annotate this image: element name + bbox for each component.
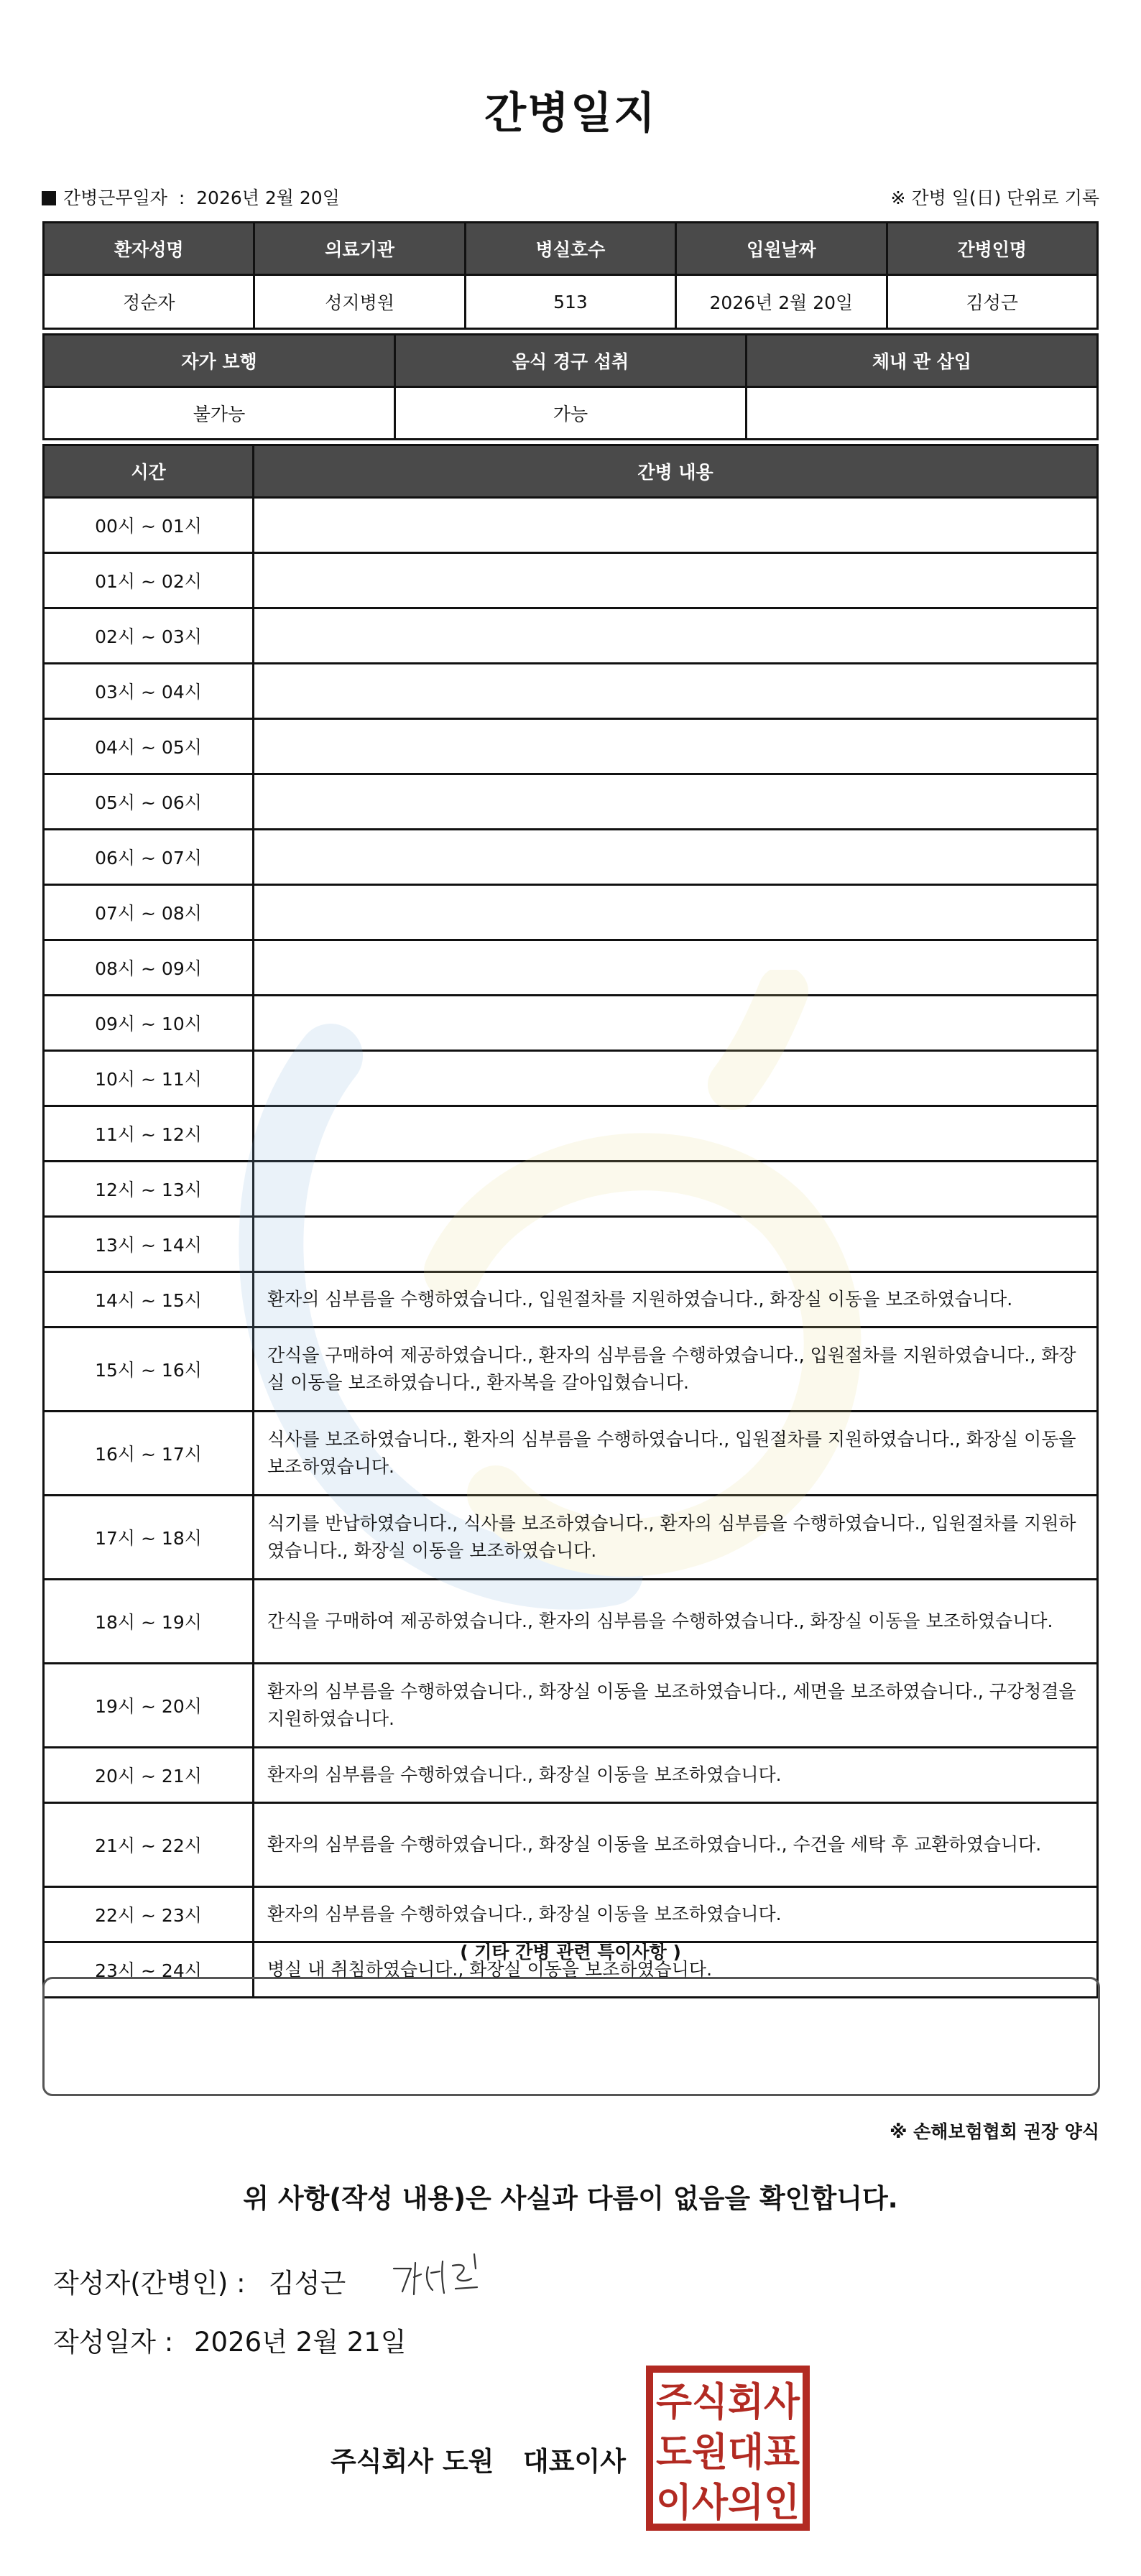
care-log-time: 13시 ~ 14시 <box>44 1217 254 1272</box>
handwritten-signature <box>387 2247 502 2304</box>
care-log-content <box>254 996 1098 1051</box>
header-tube-insertion: 체내 관 삽입 <box>747 335 1098 387</box>
care-log-content <box>254 719 1098 774</box>
care-log-time: 15시 ~ 16시 <box>44 1328 254 1412</box>
care-log-time: 08시 ~ 09시 <box>44 940 254 996</box>
care-date-value: 2026년 2월 20일 <box>196 187 340 208</box>
seal-line-2: 도원대표 <box>656 2429 800 2475</box>
header-room-number: 병실호수 <box>465 223 675 275</box>
header-caregiver-name: 간병인명 <box>887 223 1097 275</box>
care-log-row <box>44 553 1098 608</box>
care-log-row <box>44 719 1098 774</box>
care-log-row <box>44 830 1098 885</box>
care-log-content <box>254 1162 1098 1217</box>
care-log-time: 02시 ~ 03시 <box>44 608 254 664</box>
seal-line-1: 주식회사 <box>656 2379 800 2424</box>
care-log-time: 00시 ~ 01시 <box>44 498 254 553</box>
value-admission-date: 2026년 2월 20일 <box>676 275 887 329</box>
care-log-row <box>44 1748 1098 1803</box>
care-log-time: 23시 ~ 24시 <box>44 1942 254 1998</box>
header-oral-intake: 음식 경구 섭취 <box>395 335 747 387</box>
patient-info-value-row <box>44 275 1098 329</box>
care-log-row <box>44 996 1098 1051</box>
care-log-row <box>44 1106 1098 1162</box>
care-log-content <box>254 664 1098 719</box>
care-log-content <box>254 774 1098 830</box>
care-log-content <box>254 553 1098 608</box>
care-log-time: 09시 ~ 10시 <box>44 996 254 1051</box>
value-tube-insertion <box>747 387 1098 440</box>
header-time: 시간 <box>44 445 254 498</box>
care-log-time: 22시 ~ 23시 <box>44 1887 254 1942</box>
ceo-title: 대표이사 <box>523 2446 626 2477</box>
care-log-body <box>44 498 1098 1998</box>
patient-info-table <box>42 221 1099 330</box>
seal-line-3: 이사의인 <box>656 2480 800 2525</box>
care-log-content: 식기를 반납하였습니다., 식사를 보조하였습니다., 환자의 심부름을 수행하였습니다., 입원절차를 지원하였습니다., 화장실 이동을 보조하였습니다. <box>254 1496 1098 1580</box>
writer-label: 작성자(간병인) : <box>53 2268 246 2299</box>
ability-value-row <box>44 387 1098 440</box>
value-caregiver-name: 김성근 <box>887 275 1097 329</box>
care-log-row <box>44 1412 1098 1496</box>
care-log-time: 20시 ~ 21시 <box>44 1748 254 1803</box>
care-log-content: 간식을 구매하여 제공하였습니다., 환자의 심부름을 수행하였습니다., 입원절차를 지원하였습니다., 화장실 이동을 보조하였습니다., 환자복을 갈아입혔습니다. <box>254 1328 1098 1412</box>
value-oral-intake: 가능 <box>395 387 747 440</box>
care-log-table <box>42 444 1099 1998</box>
care-date-line <box>42 184 340 210</box>
care-log-row <box>44 1217 1098 1272</box>
page-title: 간병일지 <box>484 88 657 139</box>
care-log-row <box>44 1664 1098 1748</box>
care-log-header-row <box>44 445 1098 498</box>
care-log-time: 03시 ~ 04시 <box>44 664 254 719</box>
care-log-time: 01시 ~ 02시 <box>44 553 254 608</box>
value-room-number: 513 <box>465 275 675 329</box>
care-log-row <box>44 498 1098 553</box>
care-log-content <box>254 940 1098 996</box>
care-log-row <box>44 774 1098 830</box>
care-log-time: 07시 ~ 08시 <box>44 885 254 940</box>
ability-table <box>42 333 1099 440</box>
care-log-time: 05시 ~ 06시 <box>44 774 254 830</box>
header-hospital: 의료기관 <box>254 223 465 275</box>
care-log-row <box>44 1496 1098 1580</box>
confirmation-statement: 위 사항(작성 내용)은 사실과 다름이 없음을 확인합니다. <box>243 2183 898 2214</box>
care-log-row <box>44 940 1098 996</box>
recommend-note: ※ 손해보험협회 권장 양식 <box>890 2121 1099 2142</box>
care-log-content <box>254 830 1098 885</box>
care-log-content: 환자의 심부름을 수행하였습니다., 화장실 이동을 보조하였습니다. <box>254 1748 1098 1803</box>
care-log-row <box>44 1272 1098 1328</box>
care-log-content <box>254 608 1098 664</box>
care-log-row <box>44 1887 1098 1942</box>
care-log-row <box>44 1803 1098 1887</box>
special-notes-title: ( 기타 간병 관련 특이사항 ) <box>460 1942 681 1963</box>
care-log-time: 17시 ~ 18시 <box>44 1496 254 1580</box>
value-hospital: 성지병원 <box>254 275 465 329</box>
company-name: 주식회사 도원 <box>331 2446 494 2477</box>
write-date-value: 2026년 2월 21일 <box>194 2327 407 2358</box>
value-patient-name: 정순자 <box>44 275 254 329</box>
care-log-row <box>44 664 1098 719</box>
care-date-separator: : <box>178 187 185 208</box>
care-log-row <box>44 1580 1098 1664</box>
care-log-time: 14시 ~ 15시 <box>44 1272 254 1328</box>
care-log-content: 환자의 심부름을 수행하였습니다., 화장실 이동을 보조하였습니다. <box>254 1887 1098 1942</box>
care-date-label: 간병근무일자 <box>63 187 167 208</box>
care-log-content <box>254 1051 1098 1106</box>
care-log-row <box>44 885 1098 940</box>
care-log-content: 식사를 보조하였습니다., 환자의 심부름을 수행하였습니다., 입원절차를 지원하였습니다., 화장실 이동을 보조하였습니다. <box>254 1412 1098 1496</box>
care-log-time: 19시 ~ 20시 <box>44 1664 254 1748</box>
care-log-content: 간식을 구매하여 제공하였습니다., 환자의 심부름을 수행하였습니다., 화장실 이동을 보조하였습니다. <box>254 1580 1098 1664</box>
header-admission-date: 입원날짜 <box>676 223 887 275</box>
care-log-row <box>44 1162 1098 1217</box>
care-log-time: 10시 ~ 11시 <box>44 1051 254 1106</box>
care-log-content: 환자의 심부름을 수행하였습니다., 화장실 이동을 보조하였습니다., 세면을 보조하였습니다., 구강청결을 지원하였습니다. <box>254 1664 1098 1748</box>
header-patient-name: 환자성명 <box>44 223 254 275</box>
company-seal <box>645 2365 810 2531</box>
care-log-time: 18시 ~ 19시 <box>44 1580 254 1664</box>
care-log-time: 12시 ~ 13시 <box>44 1162 254 1217</box>
care-log-time: 21시 ~ 22시 <box>44 1803 254 1887</box>
care-log-row <box>44 608 1098 664</box>
care-log-content: 환자의 심부름을 수행하였습니다., 입원절차를 지원하였습니다., 화장실 이동을 보조하였습니다. <box>254 1272 1098 1328</box>
care-log-time: 16시 ~ 17시 <box>44 1412 254 1496</box>
header-self-walking: 자가 보행 <box>44 335 395 387</box>
care-log-row <box>44 1051 1098 1106</box>
square-bullet-icon <box>42 191 56 205</box>
care-log-row <box>44 1328 1098 1412</box>
care-log-time: 11시 ~ 12시 <box>44 1106 254 1162</box>
care-log-content: 환자의 심부름을 수행하였습니다., 화장실 이동을 보조하였습니다., 수건을 세탁 후 교환하였습니다. <box>254 1803 1098 1887</box>
value-self-walking: 불가능 <box>44 387 395 440</box>
care-log-time: 04시 ~ 05시 <box>44 719 254 774</box>
ability-header-row <box>44 335 1098 387</box>
care-log-content <box>254 1217 1098 1272</box>
care-log-content <box>254 885 1098 940</box>
care-log-time: 06시 ~ 07시 <box>44 830 254 885</box>
write-date-label: 작성일자 : <box>53 2327 174 2358</box>
care-log-content <box>254 1106 1098 1162</box>
care-log-content <box>254 498 1098 553</box>
care-log-content: 병실 내 취침하였습니다., 화장실 이동을 보조하였습니다. <box>254 1942 1098 1998</box>
unit-note: ※ 간병 일(日) 단위로 기록 <box>890 187 1099 208</box>
patient-info-header-row <box>44 223 1098 275</box>
writer-name: 김성근 <box>269 2268 346 2299</box>
header-care-content: 간병 내용 <box>254 445 1098 498</box>
